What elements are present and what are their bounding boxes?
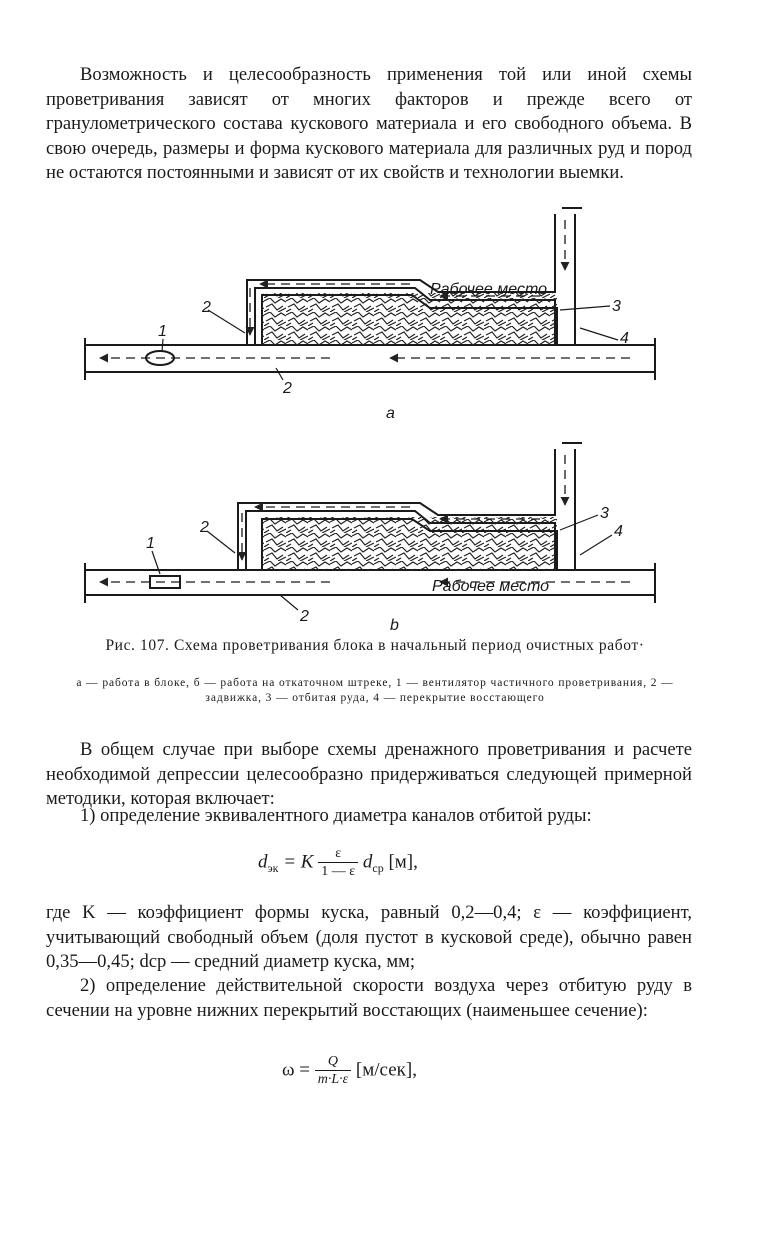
fig-a-callout-3: 3 xyxy=(612,298,621,315)
fig-a-callout-1: 1 xyxy=(158,323,167,340)
step-2: 2) определение действительной скорости воздуха через отбитую руду в сечении на уровне нижних перекрытий восстающих (наименьшее сечение): xyxy=(46,975,692,1021)
fig-a-callout-2b: 2 xyxy=(283,380,292,397)
formula2-lhs: ω = xyxy=(282,1059,310,1081)
figure-caption-title: Рис. 107. Схема проветривания блока в начальный период очистных работ· xyxy=(105,637,645,654)
fig-a-work-label: Рабочее место xyxy=(430,281,548,298)
formula2-unit: [м/сек], xyxy=(355,1059,417,1081)
fig-b-callout-1: 1 xyxy=(146,535,155,552)
method-paragraph: В общем случае при выборе схемы дренажного проветривания и расчете необходимой депрессии целесообразно придерживаться следующей примерной методики, которая включает: xyxy=(46,739,692,809)
fig-b-callout-2: 2 xyxy=(200,519,209,536)
fig-b-work-label: Рабочее место xyxy=(432,578,550,595)
figure-a-diagram xyxy=(0,200,780,435)
fig-b-callout-2b: 2 xyxy=(300,608,309,625)
fig-b-callout-4: 4 xyxy=(614,523,623,540)
fig-a-sublabel: a xyxy=(386,405,395,422)
formula1-num: ε xyxy=(318,846,358,863)
step-1: 1) определение эквивалентного диаметра каналов отбитой руды: xyxy=(80,805,592,826)
formula-air-velocity xyxy=(282,1054,417,1088)
formula1-rhs-d: d xyxy=(362,851,373,873)
formula1-lhs-d: d xyxy=(258,851,268,873)
fig-b-sublabel: b xyxy=(390,617,399,634)
definitions-paragraph: где K — коэффициент формы куска, равный 0,2—0,4; ε — коэффициент, учитывающий свободный объем (доля пустот в кусковой среде), обычно равен 0,35—0,45; dср — средний диаметр куска, мм; xyxy=(46,902,692,972)
formula1-rhs-sub: ср xyxy=(372,861,384,876)
fig-a-callout-4: 4 xyxy=(620,330,629,347)
formula1-den: 1 — ε xyxy=(321,864,356,879)
formula2-fraction xyxy=(315,1054,351,1088)
formula2-num: Q xyxy=(315,1054,351,1071)
figure-b-diagram xyxy=(0,435,780,635)
intro-paragraph: Возможность и целесообразность применения той или иной схемы проветривания зависят от многих факторов и прежде всего от гранулометрического состава кускового материала и его свободного объема. В свою очередь, размеры и форма кускового материала для различных руд и пород не остаются постоянными и зависят от их свойств и технологии выемки. xyxy=(46,64,692,183)
formula2-den: m·L·ε xyxy=(317,1072,349,1087)
formula1-unit: [м], xyxy=(388,851,418,873)
formula-equivalent-diameter xyxy=(258,846,418,880)
formula1-fraction xyxy=(318,846,358,880)
figure-caption-legend: a — работа в блоке, б — работа на откаточном штреке, 1 — вентилятор частичного проветривания, 2 — задвижка, 3 — отбитая руда, 4 — перекрытие восстающего xyxy=(76,677,674,704)
fig-a-callout-2: 2 xyxy=(202,299,211,316)
fig-b-callout-3: 3 xyxy=(600,505,609,522)
formula1-eq: = K xyxy=(283,851,314,873)
formula1-lhs-sub: эк xyxy=(267,861,279,876)
